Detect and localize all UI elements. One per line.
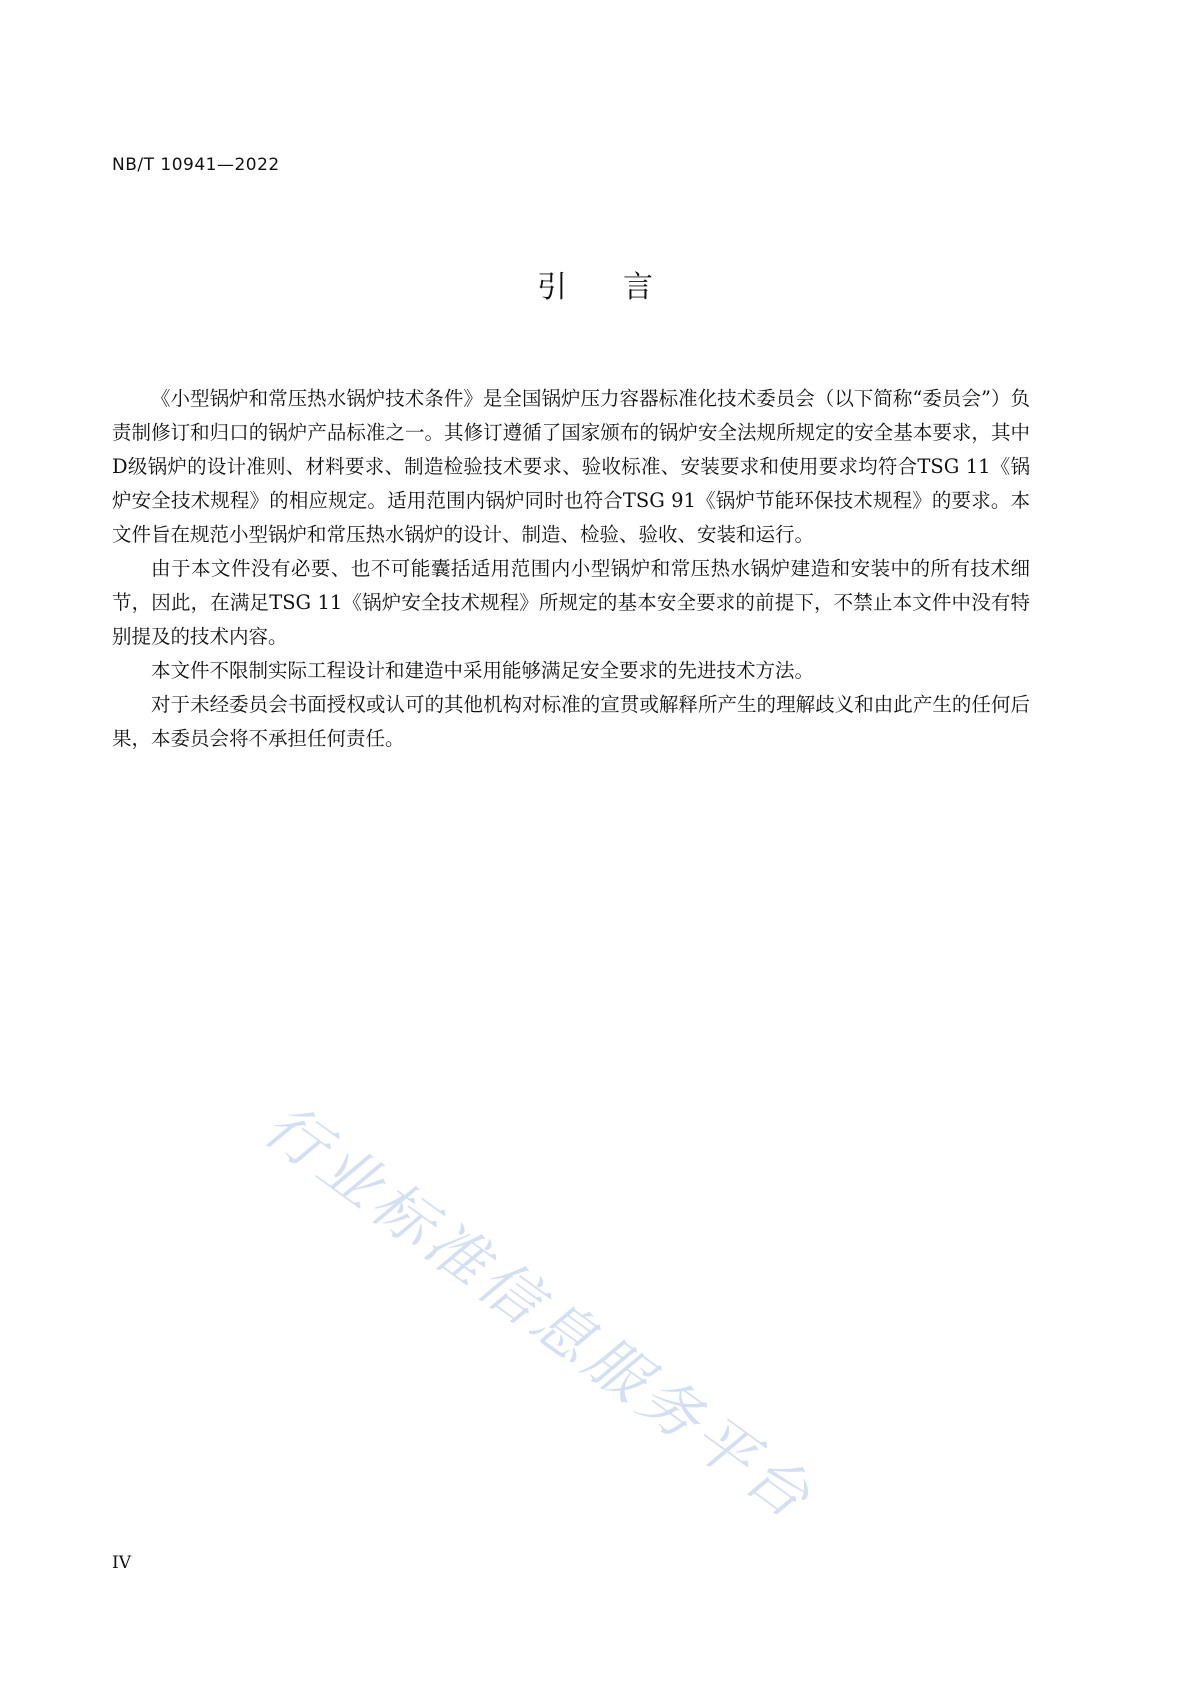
paragraph-2: 由于本文件没有必要、也不可能囊括适用范围内小型锅炉和常压热水锅炉建造和安装中的所有技术细节，因此，在满足TSG 11《锅炉安全技术规程》所规定的基本安全要求的前提下，不禁止本文件中没有特别提及的技术内容。 <box>112 557 1030 648</box>
title-char-2: 言 <box>623 270 653 305</box>
paragraph-1: 《小型锅炉和常压热水锅炉技术条件》是全国锅炉压力容器标准化技术委员会（以下简称“委员会”）负责制修订和归口的锅炉产品标准之一。其修订遵循了国家颁布的锅炉安全法规所规定的安全基本要求，其中D级锅炉的设计准则、材料要求、制造检验技术要求、验收标准、安装要求和使用要求均符合TSG 11《锅炉安全技术规程》的相应规定。适用范围内锅炉同时也符合TSG 91《锅炉节能环保技术规程》的要求。本文件旨在规范小型锅炉和常压热水锅炉的设计、制造、检验、验收、安装和运行。 <box>112 387 1030 546</box>
paragraph-3: 本文件不限制实际工程设计和建造中采用能够满足安全要求的先进技术方法。 <box>151 659 815 682</box>
title-char-1: 引 <box>537 270 567 305</box>
foreword-body <box>112 382 1030 756</box>
standard-code: NB/T 10941—2022 <box>112 155 280 175</box>
page-title <box>0 268 1190 308</box>
page-number: IV <box>112 1553 131 1573</box>
watermark: 行业标准信息服务平台 <box>251 1090 827 1536</box>
paragraph-4: 对于未经委员会书面授权或认可的其他机构对标准的宣贯或解释所产生的理解歧义和由此产生的任何后果，本委员会将不承担任何责任。 <box>112 693 1030 750</box>
